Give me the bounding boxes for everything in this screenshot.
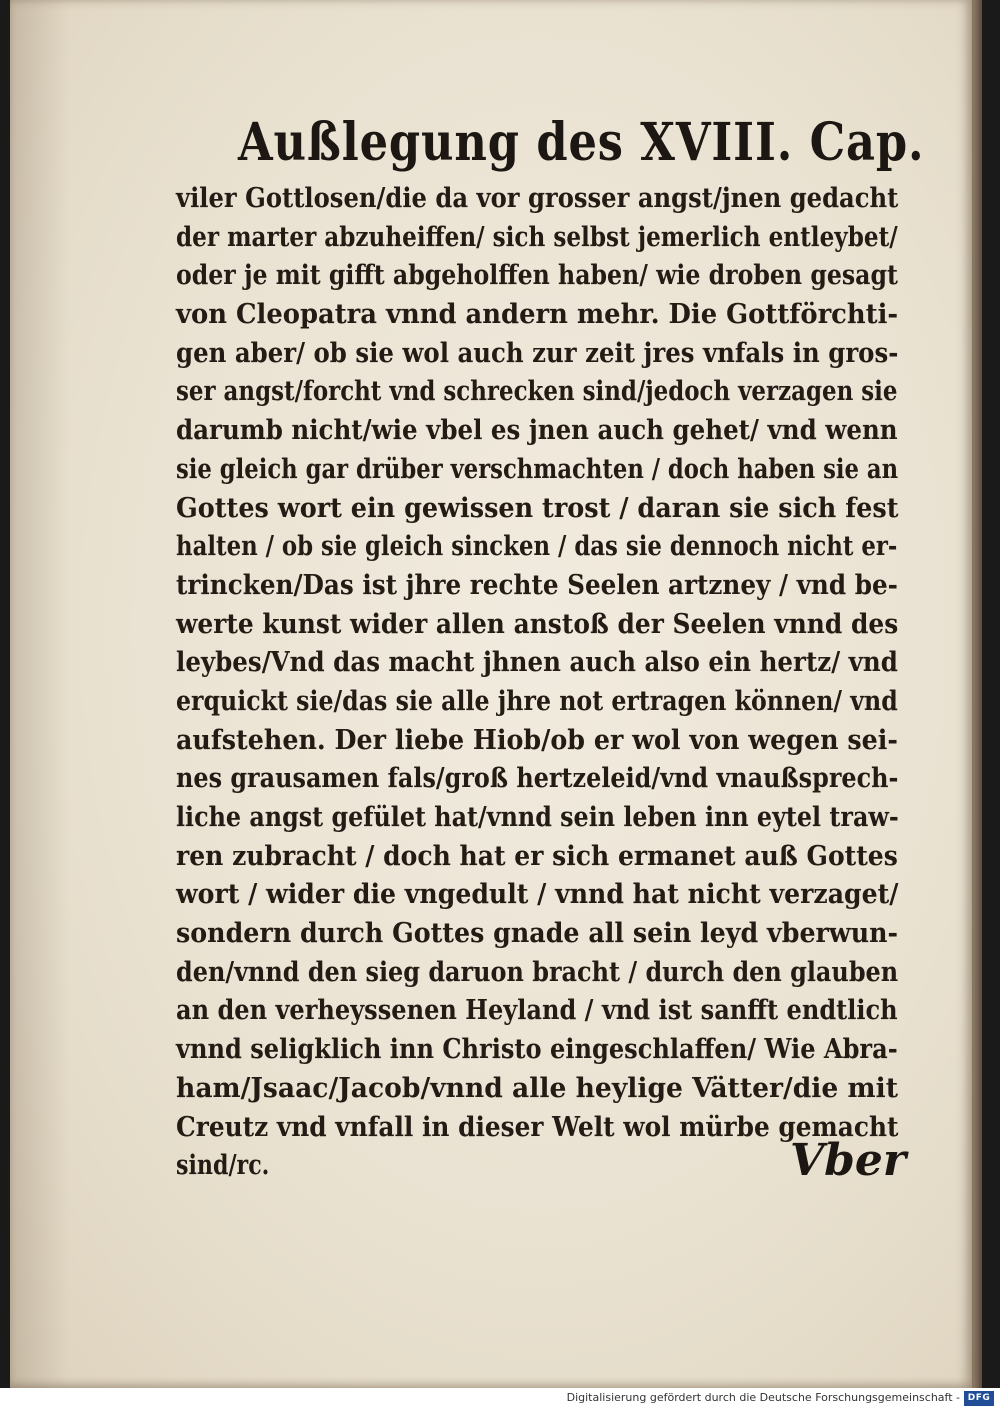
text-line: Creutz vnd vnfall in dieser Welt wol mürbe gemacht — [176, 1111, 899, 1143]
text-line: oder je mit gifft abgeholffen haben/ wie droben gesagt — [176, 260, 898, 292]
text-line: ham/Jsaac/Jacob/vnnd alle heylige Vätter/die mit — [176, 1072, 899, 1104]
text-line: darumb nicht/wie vbel es jnen auch gehet/ vnd wenn — [176, 415, 898, 447]
text-line: leybes/Vnd das macht jhnen auch also ein hertz/ vnd — [176, 647, 898, 679]
text-line: vnnd seligklich inn Christo eingeschlaffen/ Wie Abra- — [176, 1034, 898, 1066]
catchword: Vber — [790, 1135, 907, 1186]
text-line: wort / wider die vngedult / vnnd hat nicht verzaget/ — [176, 879, 899, 911]
text-line: Gottes wort ein gewissen trost / daran sie sich fest — [176, 492, 899, 524]
footer-bar — [0, 1388, 1000, 1411]
running-heading: Außlegung des XVIII. Cap. — [238, 112, 925, 173]
text-line: halten / ob sie gleich sincken / das sie dennoch nicht er- — [176, 531, 898, 563]
text-line: den/vnnd den sieg daruon bracht / durch den glauben — [176, 956, 899, 988]
text-line: aufstehen. Der liebe Hiob/ob er wol von wegen sei- — [176, 724, 898, 756]
text-line: nes grausamen fals/groß hertzeleid/vnd vnaußsprech- — [176, 763, 899, 795]
text-line: von Cleopatra vnnd andern mehr. Die Gottförchti- — [176, 299, 899, 331]
text-line: an den verheyssenen Heyland / vnd ist sanfft endtlich — [176, 995, 898, 1027]
text-line: liche angst gefület hat/vnnd sein leben inn eytel traw- — [176, 802, 899, 833]
text-line: werte kunst wider allen anstoß der Seelen vnnd des — [176, 608, 899, 640]
footer-credit: Digitalisierung gefördert durch die Deutsche Forschungsgemeinschaft - — [566, 1391, 960, 1404]
text-line: sind/rc. — [176, 1150, 270, 1182]
text-line: trincken/Das ist jhre rechte Seelen artzney / vnd be- — [176, 569, 898, 601]
text-line: gen aber/ ob sie wol auch zur zeit jres vnfals in gros- — [176, 337, 899, 369]
text-line: ren zubracht / doch hat er sich ermanet auß Gottes — [176, 840, 898, 872]
text-line: viler Gottlosen/die da vor grosser angst/jnen gedacht — [176, 183, 899, 214]
spine-shadow — [10, 0, 70, 1388]
body-text — [176, 180, 898, 1186]
text-line: sondern durch Gottes gnade all sein leyd vberwun- — [176, 918, 899, 950]
text-line: erquickt sie/das sie alle jhre not ertragen können/ vnd — [176, 685, 898, 717]
text-line: ser angst/forcht vnd schrecken sind/jedoch verzagen sie — [176, 376, 898, 408]
dfg-logo[interactable]: DFG — [964, 1391, 994, 1406]
text-line: sie gleich gar drüber verschmachten / doch haben sie an — [176, 453, 899, 485]
text-line: der marter abzuheiffen/ sich selbst jemerlich entleybet/ — [176, 221, 898, 253]
